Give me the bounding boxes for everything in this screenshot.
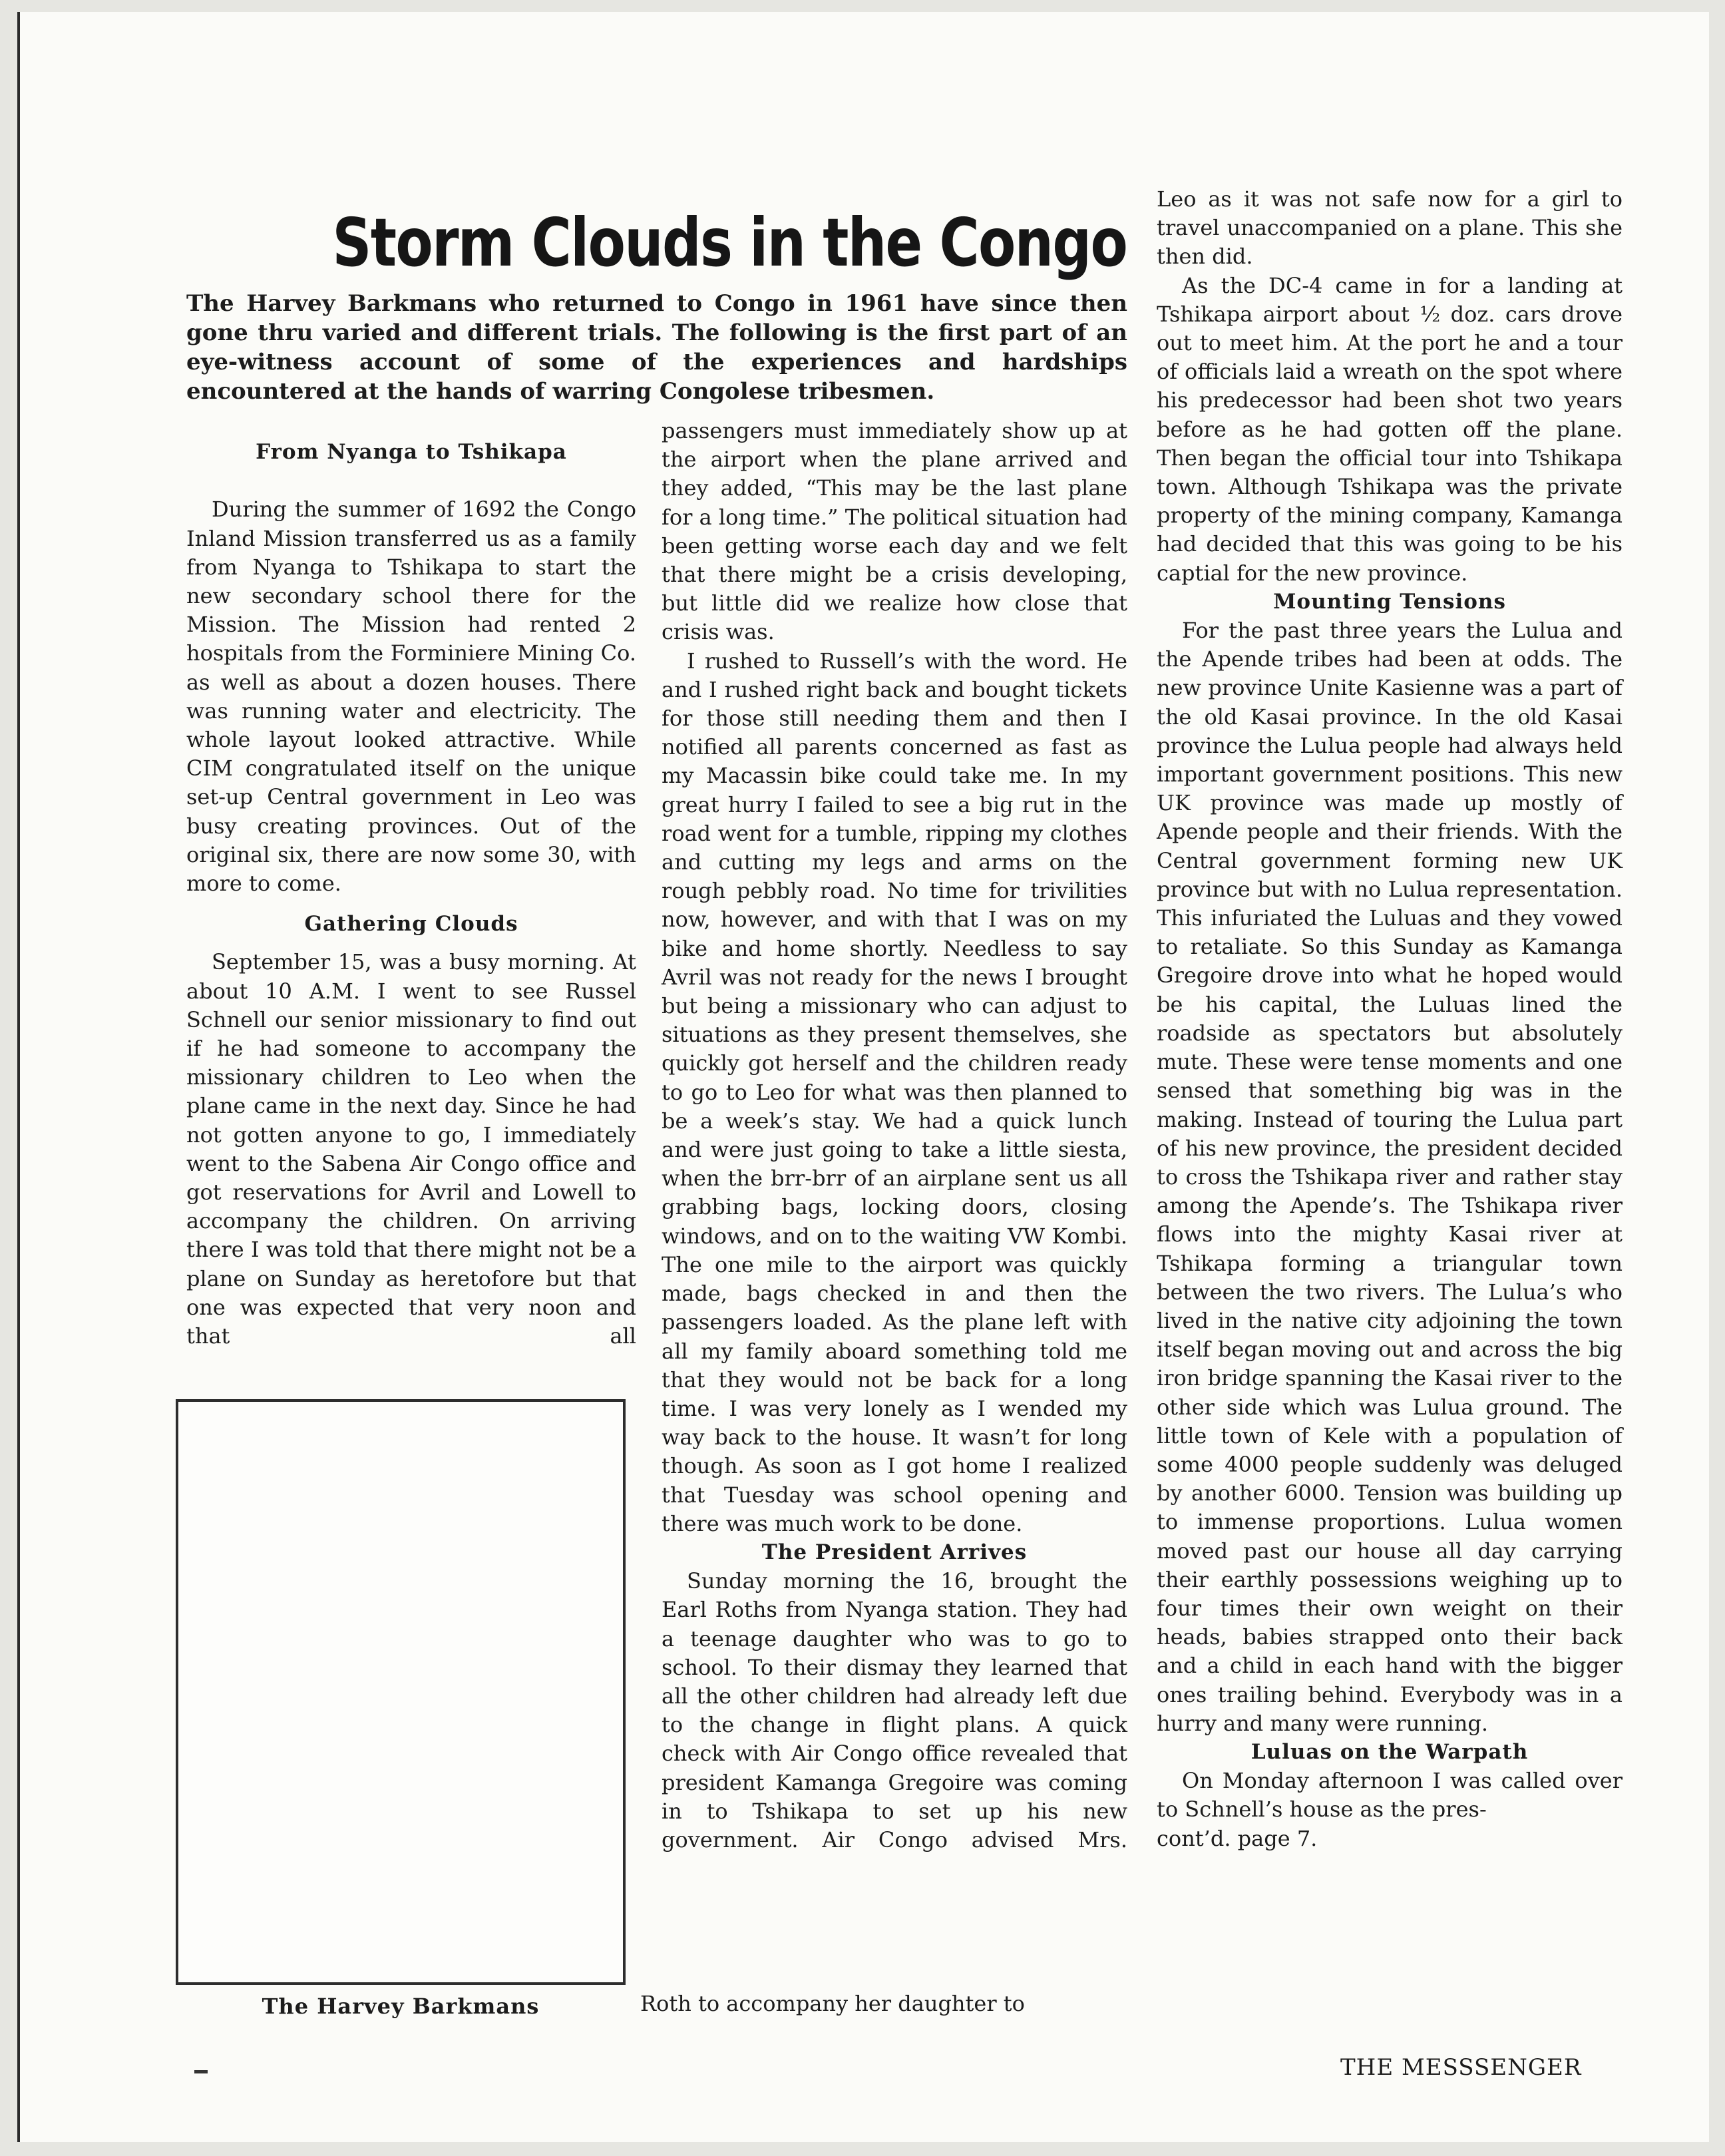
paragraph: Leo as it was not safe now for a girl to travel unaccompanied on a plane. This she then did. (1157, 186, 1623, 270)
paragraph: I rushed to Russell’s with the word. He and I rushed right back and bought tickets for those still needing them and then I notified all parents concerned as fast as my Macassin bike could take me. In my great hurry I failed to see a big rut in the road went for a tumble, ripping my clothes and cutting my legs and arms on the rough pebbly road. No time for trivilities now, however, and with that I was on my bike and home shortly. Needless to say Avril was not ready for the news I brought but being a missionary who can adjust to situations as they present themselves, she quickly got herself and the children ready to go to Leo for what was then planned to be a week’s stay. We had a quick lunch and were just going to take a little siesta, when the brr-brr of an airplane sent us all grabbing bags, locking doors, closing windows, and on to the waiting VW Kombi. The one mile to the airport was quickly made, bags checked in and then the passengers loaded. As the plane left with all my family aboard something told me that they would not be back for a long time. I was very lonely as I wended my way back to the house. It wasn’t for long though. As soon as I got home I realized that Tuesday was school opening and there was much work to be done. (662, 648, 1127, 1536)
section-heading-luluas-warpath: Luluas on the Warpath (1250, 1739, 1529, 1764)
print-mark (194, 2070, 208, 2073)
photo-placeholder (176, 1399, 626, 1985)
paragraph: During the summer of 1692 the Congo Inland Mission transferred us as a family from Nyanga to Tshikapa to start the new secondary school there for the Mission. The Mission had rented 2 hospitals from the Forminiere Mining Co. as well as about a dozen houses. There was running water and electricity. The whole layout looked attractive. While CIM congratulated itself on the unique set-up Central government in Leo was busy creating provinces. Out of the original six, there are now some 30, with more to come. (186, 497, 636, 897)
column-1 (186, 438, 636, 1351)
photo-caption: The Harvey Barkmans (262, 1994, 540, 2019)
article-title: Storm Clouds in the Congo (332, 204, 1127, 282)
paragraph: On Monday afternoon I was called over to Schnell’s house as the pres- (1157, 1768, 1623, 1823)
section-heading-gathering-clouds: Gathering Clouds (304, 912, 518, 937)
publication-footer: THE MESSSENGER (1340, 2054, 1582, 2081)
section-heading-nyanga-to-tshikapa: From Nyanga to Tshikapa (256, 440, 567, 464)
magazine-page (17, 12, 1709, 2142)
paragraph: passengers must immediately show up at the airport when the plane arrived and they added, “This may be the last plane for a long time.” The political situation had been getting worse each day and we felt that there might be a crisis developing, but little did we realize how close that crisis was. (662, 418, 1127, 645)
column-3 (1157, 185, 1623, 1853)
paragraph: Sunday morning the 16, brought the Earl Roths from Nyanga station. They had a teenage daughter who was to go to school. To their dismay they learned that all the other children had already left due to the change in flight plans. A quick check with Air Congo office revealed that president Kamanga Gregoire was coming in to Tshikapa to set up his new government. Air Congo advised Mrs. (662, 1568, 1127, 1852)
paragraph: September 15, was a busy morning. At about 10 A.M. I went to see Russel Schnell our senior missionary to find out if he had someone to accompany the missionary children to Leo when the plane came in the next day. Since he had not gotten anyone to go, I immediately went to the Sabena Air Congo office and got reservations for Avril and Lowell to accompany the children. On arriving there I was told that there might not be a plane on Sunday as heretofore but that one was expected that very noon and that all (186, 949, 636, 1349)
paragraph: For the past three years the Lulua and the Apende tribes had been at odds. The new province Unite Kasienne was a part of the old Kasai province. In the old Kasai province the Lulua people had always held important government positions. This new UK province was made up mostly of Apende people and their friends. With the Central government forming new UK province but with no Lulua representation. This infuriated the Luluas and they vowed to retaliate. So this Sunday as Kamanga Gregoire drove into what he hoped would be his capital, the Luluas lined the roadside as spectators but absolutely mute. These were tense moments and one sensed that something big was in the making. Instead of touring the Lulua part of his new province, the president decided to cross the Tshikapa river and rather stay among the Apende’s. The Tshikapa river flows into the mighty Kasai river at Tshikapa forming a triangular town between the two rivers. The Lulua’s who lived in the native city adjoining the town itself began moving out and across the big iron bridge spanning the Kasai river to the other side which was Lulua ground. The little town of Kele with a population of some 4000 people suddenly was deluged by another 6000. Tension was building up to immense proportions. Lulua women moved past our house all day carrying their earthly possessions weighing up to four times their own weight on their heads, babies strapped onto their back and a child in each hand with the bigger ones trailing behind. Everybody was in a hurry and many were running. (1157, 618, 1623, 1736)
column-2 (662, 417, 1127, 1854)
section-heading-mounting-tensions: Mounting Tensions (1273, 589, 1506, 614)
section-heading-president-arrives: The President Arrives (761, 1540, 1028, 1564)
paragraph: As the DC-4 came in for a landing at Tshikapa airport about ½ doz. cars drove out to meet him. At the port he and a tour of officials laid a wreath on the spot where his predecessor had been shot two years before as he had gotten off the plane. Then began the official tour into Tshikapa town. Although Tshikapa was the private property of the mining company, Kamanga had decided that this was going to be his captial for the new province. (1157, 272, 1623, 586)
article-intro: The Harvey Barkmans who returned to Congo in 1961 have since then gone thru varied and different trials. The following is the first part of an eye-witness account of some of the experiences and hardships encountered at the hands of warring Congolese tribesmen. (186, 290, 1127, 405)
continued-note: cont’d. page 7. (1157, 1825, 1318, 1851)
paragraph-last-line: Roth to accompany her daughter to (640, 1991, 1025, 2016)
